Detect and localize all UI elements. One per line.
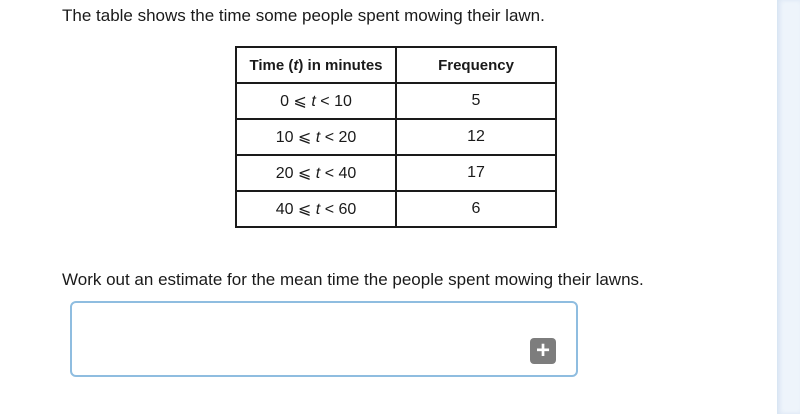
- interval-variable: t: [311, 93, 316, 110]
- interval-low: 10: [275, 129, 294, 146]
- interval-variable: t: [315, 165, 321, 182]
- header-time-prefix: Time (: [249, 56, 294, 74]
- frequency-cell: 17: [396, 155, 556, 191]
- right-scroll-rail: [777, 0, 800, 414]
- interval-high: 20: [338, 129, 357, 146]
- interval-variable: t: [315, 201, 321, 218]
- table-row: [236, 155, 556, 191]
- interval-op-leq: ⩽: [293, 93, 307, 110]
- interval-op-leq: ⩽: [297, 129, 312, 146]
- interval-low: 20: [275, 165, 294, 182]
- time-interval-cell: [236, 155, 396, 191]
- header-time: [236, 47, 396, 83]
- plus-icon[interactable]: +: [530, 338, 556, 364]
- interval-low: 40: [275, 201, 294, 218]
- interval-variable: t: [315, 129, 321, 146]
- header-frequency: Frequency: [396, 47, 556, 83]
- interval-op-lt: <: [324, 165, 335, 182]
- frequency-table: [235, 46, 557, 228]
- frequency-cell: 12: [396, 119, 556, 155]
- interval-op-leq: ⩽: [297, 201, 312, 218]
- time-interval-cell: [236, 191, 396, 227]
- question-intro: The table shows the time some people spent mowing their lawn.: [62, 6, 545, 25]
- time-interval-cell: [236, 83, 396, 119]
- interval-high: 10: [334, 93, 352, 110]
- interval-op-lt: <: [324, 129, 335, 146]
- interval-low: 0: [280, 93, 290, 110]
- table-row: [236, 83, 556, 119]
- header-time-variable: t: [293, 56, 299, 74]
- frequency-cell: 5: [396, 83, 556, 119]
- interval-high: 40: [338, 165, 357, 182]
- interval-op-leq: ⩽: [297, 165, 312, 182]
- header-time-suffix: ) in minutes: [298, 56, 383, 74]
- table-header-row: [236, 47, 556, 83]
- table-row: [236, 191, 556, 227]
- answer-input[interactable]: [70, 301, 578, 377]
- question-prompt: Work out an estimate for the mean time the people spent mowing their lawns.: [62, 270, 644, 289]
- interval-op-lt: <: [320, 93, 330, 110]
- interval-op-lt: <: [324, 201, 335, 218]
- time-interval-cell: [236, 119, 396, 155]
- table-row: [236, 119, 556, 155]
- frequency-cell: 6: [396, 191, 556, 227]
- interval-high: 60: [338, 201, 357, 218]
